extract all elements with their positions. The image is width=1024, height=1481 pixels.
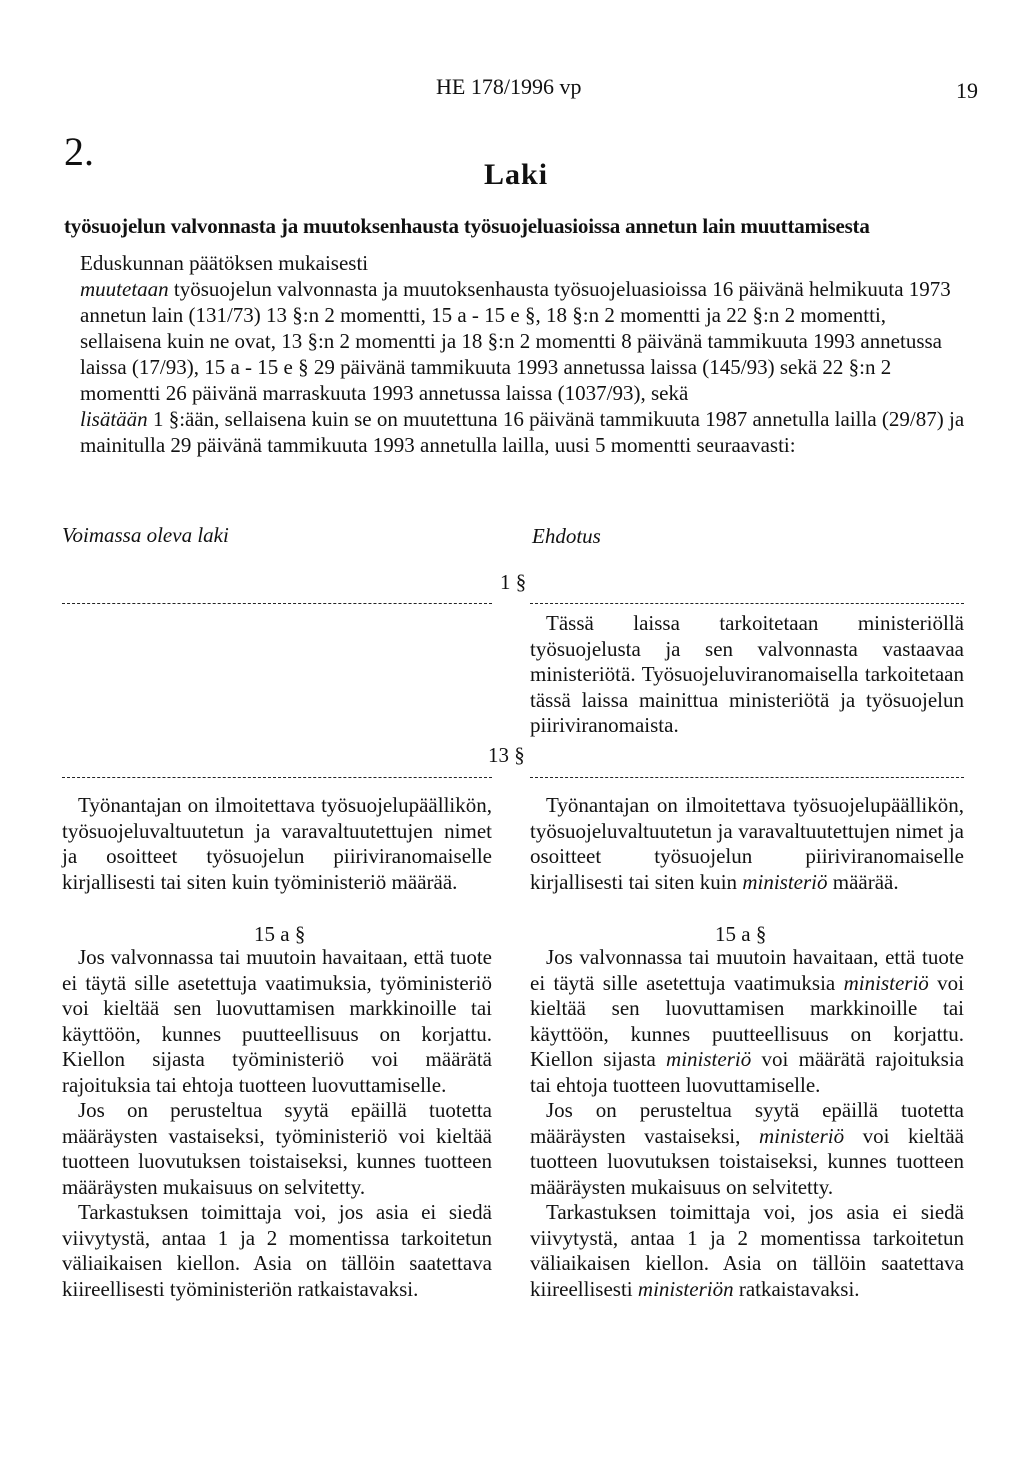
right-section-15a-text xyxy=(530,945,964,1302)
right-s15a-p1-c: voi määrätä rajoituksia tai ehtoja tuotteen luovuttamiselle. xyxy=(530,1047,964,1097)
preamble-amend xyxy=(80,276,968,328)
preamble-amend-verb: muutetaan xyxy=(80,277,169,301)
preamble-intro: Eduskunnan päätöksen mukaisesti xyxy=(80,251,369,275)
preamble-add-text: 1 §:ään, sellaisena kuin se on muutettuna 16 päivänä tammikuuta 1987 annetulla lailla (29/87) ja mainitulla 29 päivänä tammikuuta 1993 annetulla lailla, uusi 5 momentti seuraavasti: xyxy=(80,407,965,457)
preamble-as-they-are: sellaisena kuin ne ovat, 13 §:n 2 momentti ja 18 §:n 2 momentti 8 päivänä tammikuuta 1993 annetussa laissa (17/93), 15 a - 15 e § 29 päivänä tammikuuta 1993 annetussa laissa (145/93) sekä 22 §:n 2 momentti 26 päivänä marraskuuta 1993 annetussa laissa (1037/93), sekä xyxy=(80,329,943,405)
left-section-13-text xyxy=(62,793,492,895)
left-omission-line-1 xyxy=(62,603,492,604)
preamble-amend-text: työsuojelun valvonnasta ja muutoksenhausta työsuojeluasioissa 16 päivänä helmikuuta 1973 annetun lain (131/73) 13 §:n 2 momentti, 15 a - 15 e §, 18 §:n 2 momentti ja 22 §:n 2 momentti, xyxy=(80,277,951,327)
right-s15a-p1 xyxy=(530,945,964,1098)
preamble-add-verb: lisätään xyxy=(80,407,148,431)
right-s13-after: määrää. xyxy=(827,869,899,894)
right-s15a-p2-i: ministeriö xyxy=(758,1123,845,1148)
right-section-13-paragraph xyxy=(530,793,964,895)
law-title: Laki xyxy=(484,158,549,191)
right-s15a-p1-b: voi kieltää sen luovuttamisen markkinoille tai käyttöön, kunnes puutteellisuus on korjattu. Kiellon sijasta xyxy=(530,970,964,1071)
right-s15a-p2-a: Jos on perusteltua syytä epäillä tuotetta määräysten vastaiseksi, xyxy=(530,1098,964,1148)
document-code: HE 178/1996 vp xyxy=(436,74,582,99)
left-omission-line-13 xyxy=(62,777,492,778)
right-s15a-p1-a: Jos valvonnassa tai muutoin havaitaan, että tuote ei täytä sille asetettuja vaatimuksia xyxy=(530,945,964,995)
section-13-heading: 13 § xyxy=(488,743,525,767)
right-omission-line-13 xyxy=(530,777,964,778)
right-section-13-text xyxy=(530,793,964,895)
right-s13-italic: ministeriö xyxy=(742,869,828,894)
right-column-heading: Ehdotus xyxy=(532,524,601,548)
left-section-15a-text xyxy=(62,945,492,1302)
left-s15a-p2: Jos on perusteltua syytä epäillä tuotetta määräysten vastaiseksi, työministeriö voi kieltää tuotteen luovutuksen toistaiseksi, kunnes tuotteen määräysten mukaisuus on selvitetty. xyxy=(62,1098,492,1199)
section-1-heading: 1 § xyxy=(500,570,527,594)
left-section-13-paragraph: Työnantajan on ilmoitettava työsuojelupäällikön, työsuojeluvaltuutetun ja varavaltuutettujen nimet ja osoitteet työsuojelun piiriviranomaiselle kirjallisesti tai siten kuin työministeriö määrää. xyxy=(62,793,492,894)
left-section-15a-heading: 15 a § xyxy=(254,922,306,946)
right-section-1-paragraph: Tässä laissa tarkoitetaan ministeriöllä työsuojelusta ja sen valvonnasta vastaavaa ministeriötä. Työsuojeluviranomaisella tarkoitetaan tässä laissa mainittua ministeriötä ja työsuojelun piiriviranomaista. xyxy=(530,611,964,737)
right-section-1-text xyxy=(530,611,964,739)
right-s15a-p1-i2: ministeriö xyxy=(666,1047,752,1071)
right-omission-line-1 xyxy=(530,603,964,604)
preamble xyxy=(80,250,968,458)
preamble-add xyxy=(80,406,968,458)
right-s15a-p1-i1: ministeriö xyxy=(843,970,929,995)
section-number: 2. xyxy=(64,129,94,174)
right-s13-before: Työnantajan on ilmoitettava työsuojelupäällikön, työsuojeluvaltuutetun ja varavaltuutettujen nimet ja osoitteet työsuojelun piiriviranomaiselle kirjallisesti tai siten kuin xyxy=(530,793,964,894)
law-subtitle: työsuojelun valvonnasta ja muutoksenhausta työsuojeluasioissa annetun lain muuttamisesta xyxy=(64,214,870,238)
left-s15a-p3: Tarkastuksen toimittaja voi, jos asia ei siedä viivytystä, antaa 1 ja 2 momentissa tarkoitetun väliaikaisen kiellon. Asia on tällöin saatettava kiireellisesti työministeriön ratkaistavaksi. xyxy=(62,1200,492,1301)
right-s15a-p3-i: ministeriön xyxy=(637,1276,734,1301)
left-s15a-p1: Jos valvonnassa tai muutoin havaitaan, että tuote ei täytä sille asetettuja vaatimuksia, työministeriö voi kieltää sen luovuttamisen markkinoille tai käyttöön, kunnes puutteellisuus on korjattu. Kiellon sijasta työministeriö voi määrätä rajoituksia tai ehtoja tuotteen luovuttamiselle. xyxy=(62,945,492,1097)
right-section-15a-heading: 15 a § xyxy=(715,922,767,946)
right-s15a-p3-b: ratkaistavaksi. xyxy=(733,1276,860,1301)
page-number: 19 xyxy=(956,78,978,103)
right-s15a-p3-a: Tarkastuksen toimittaja voi, jos asia ei siedä viivytystä, antaa 1 ja 2 momentissa tarkoitetun väliaikaisen kiellon. Asia on tällöin saatettava kiireellisesti xyxy=(530,1200,964,1301)
right-s15a-p2-b: voi kieltää tuotteen luovutuksen toistaiseksi, kunnes tuotteen määräysten mukaisuus on selvitetty. xyxy=(530,1123,964,1199)
left-column-heading: Voimassa oleva laki xyxy=(62,523,229,547)
right-s15a-p2 xyxy=(530,1098,964,1200)
right-s15a-p3 xyxy=(530,1200,964,1302)
